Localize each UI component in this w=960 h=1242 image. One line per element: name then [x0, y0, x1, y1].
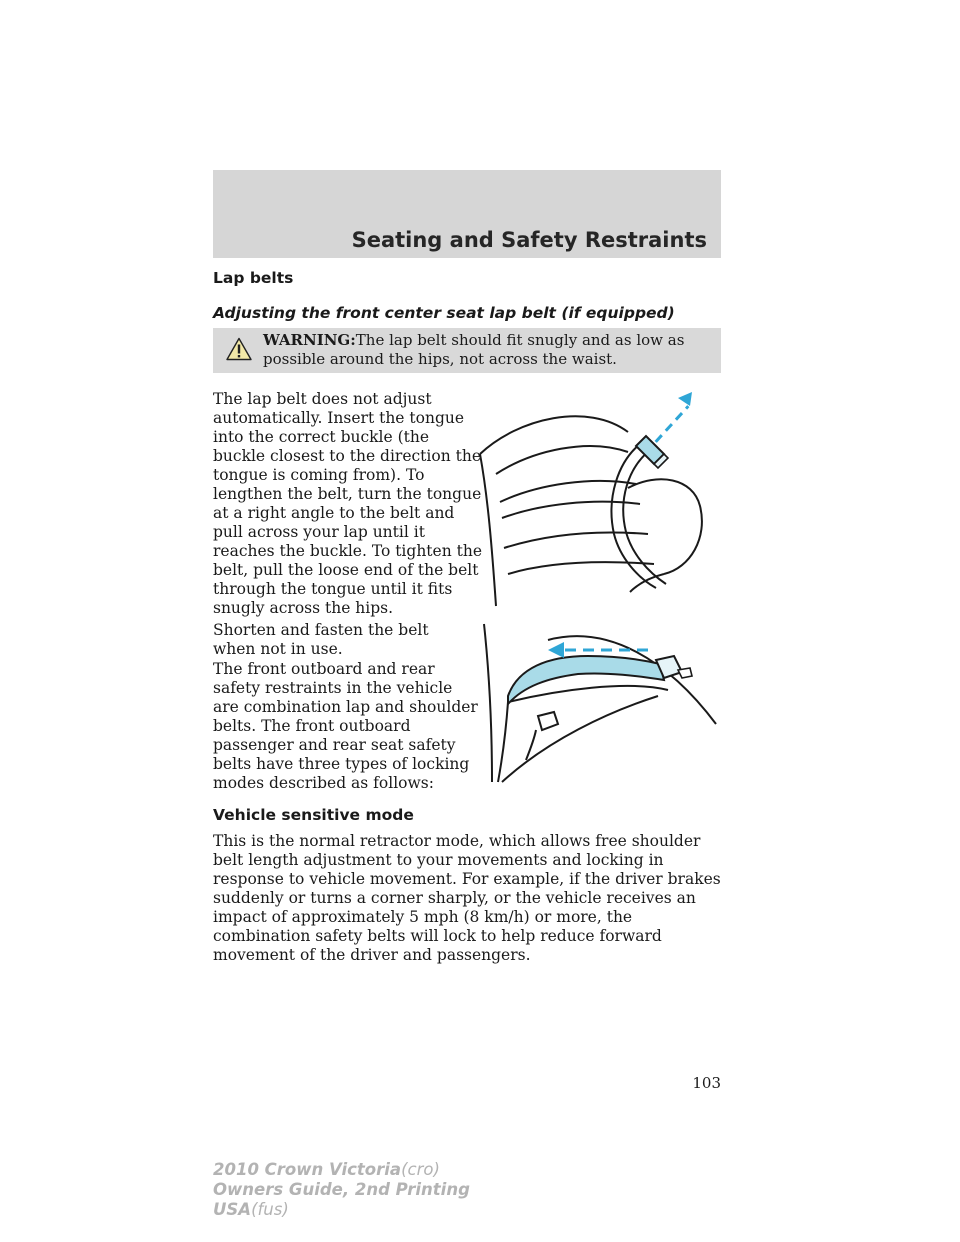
paragraph-vehicle-sensitive: This is the normal retractor mode, which allows free shoulder belt length adjustment to your movements and locking in response to vehicle movement. For example, if the driver brakes suddenly or turns a corner sharply, or the vehicle receives an impact of approximately 5 mph (8 km/h) or more, the combination safety belts will lock to help reduce forward movement of the driver and passengers.: [213, 832, 721, 964]
warning-body: The lap belt should fit snugly and as low as possible around the hips, not across the waist.: [263, 331, 685, 368]
page-number: 103: [692, 1074, 721, 1092]
warning-triangle-icon: [226, 337, 252, 361]
footer-line-2: Owners Guide, 2nd Printing: [213, 1180, 470, 1199]
arrow-left-icon: [548, 642, 564, 658]
footer-line-3: USA(fus): [213, 1200, 289, 1219]
section-title: Lap belts: [213, 269, 294, 287]
lengthen-arrow: [656, 400, 689, 448]
buckle-tongue: [636, 436, 668, 468]
mode-title: Vehicle sensitive mode: [213, 806, 414, 824]
footer: [213, 1160, 470, 1220]
lap-belt-lengthen-illustration: [478, 388, 714, 610]
header-title: Seating and Safety Restraints: [351, 228, 707, 252]
paragraph-outboard: The front outboard and rear safety restraints in the vehicle are combination lap and shoulder belts. The front outboard passenger and rear seat safety belts have three types of locking modes described as follows:: [213, 660, 478, 792]
paragraph-shorten: Shorten and fasten the belt when not in use.: [213, 621, 429, 658]
section-subtitle: Adjusting the front center seat lap belt (if equipped): [213, 304, 675, 322]
warning-text: [263, 331, 715, 369]
paragraph-lap-belt-adjust: The lap belt does not adjust automatically. Insert the tongue into the correct buckle (the buckle closest to the direction the tongue is coming from). To lengthen the belt, turn the tongue at a right angle to the belt and pull across your lap until it reaches the buckle. To tighten the belt, pull the loose end of the belt through the tongue until it fits snugly across the hips.: [213, 390, 482, 617]
footer-line-1: 2010 Crown Victoria(cro): [213, 1160, 440, 1179]
lap-belt-tighten-illustration: [478, 620, 724, 786]
warning-box: [213, 328, 721, 373]
header-band: [213, 170, 721, 258]
warning-label: WARNING:: [263, 331, 356, 349]
arrow-head-icon: [678, 392, 692, 406]
